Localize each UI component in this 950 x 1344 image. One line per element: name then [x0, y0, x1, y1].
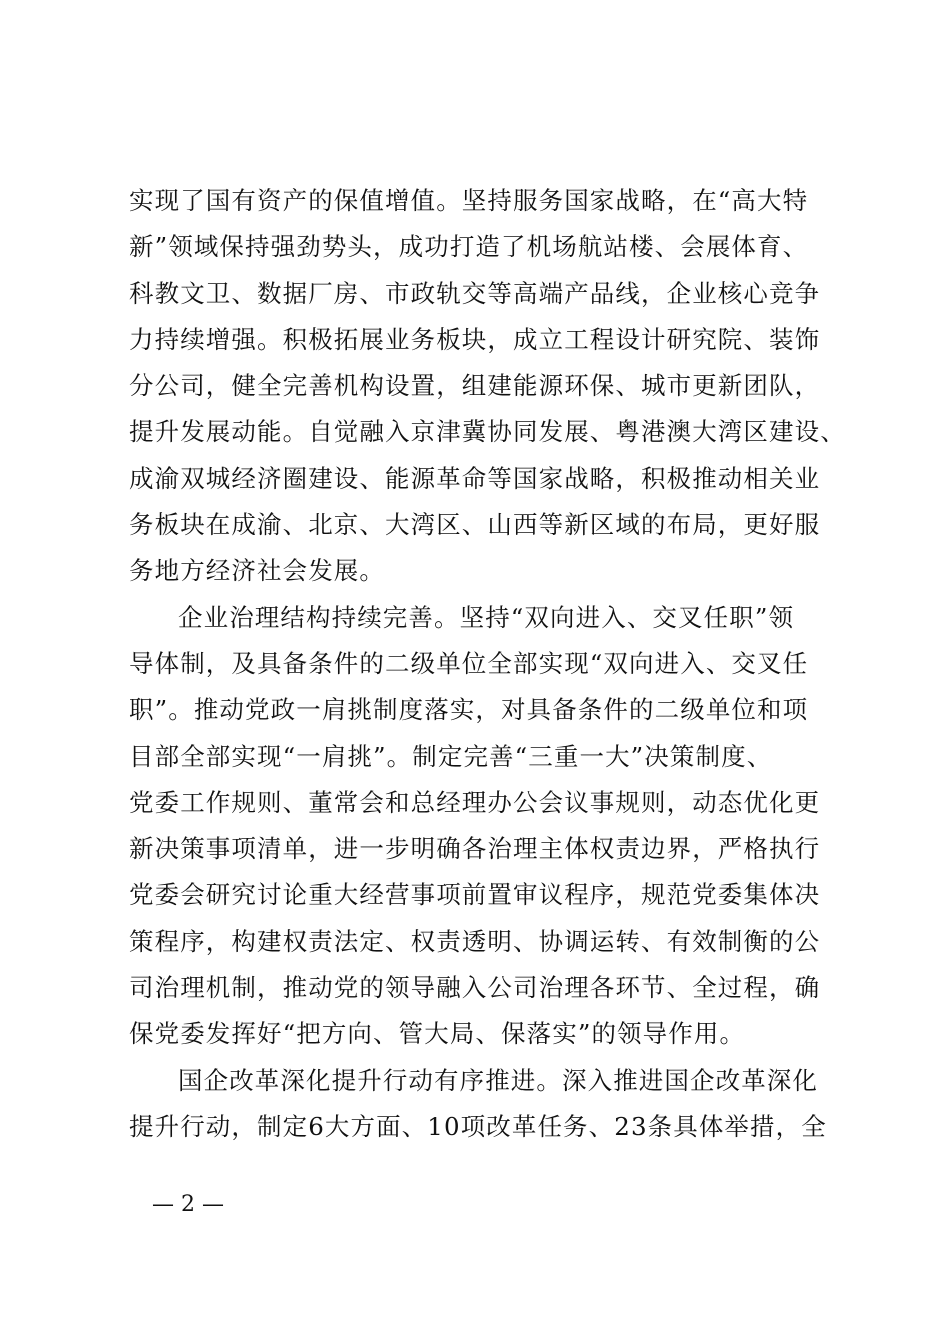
paragraph-start-line: 企业治理结构持续完善。坚持“双向进入、交叉任职”领: [178, 602, 795, 632]
text-line: 科教文卫、数据厂房、市政轨交等高端产品线，企业核心竞争: [129, 278, 821, 308]
text-line: 力持续增强。积极拓展业务板块，成立工程设计研究院、装饰: [129, 324, 821, 354]
text-line: 成渝双城经济圈建设、能源革命等国家战略，积极推动相关业: [129, 463, 821, 493]
text-line: 党委会研究讨论重大经营事项前置审议程序，规范党委集体决: [129, 880, 821, 910]
text-line: 实现了国有资产的保值增值。坚持服务国家战略，在“高大特: [129, 186, 809, 215]
text-line: 策程序，构建权责法定、权责透明、协调运转、有效制衡的公: [129, 926, 821, 956]
text-line: 提升发展动能。自觉融入京津冀协同发展、粤港澳大湾区建设、: [129, 417, 846, 447]
text-line: 务地方经济社会发展。: [129, 556, 385, 586]
text-line: 保党委发挥好“把方向、管大局、保落实”的领导作用。: [129, 1019, 746, 1049]
text-line: 目部全部实现“一肩挑”。制定完善“三重一大”决策制度、: [129, 741, 773, 771]
paragraph-start-line: 国企改革深化提升行动有序推进。深入推进国企改革深化: [178, 1065, 818, 1095]
page-number: — 2 —: [152, 1192, 224, 1217]
text-line: 司治理机制，推动党的领导融入公司治理各环节、全过程，确: [129, 973, 821, 1003]
text-line: 党委工作规则、董常会和总经理办公会议事规则，动态优化更: [129, 787, 821, 817]
text-line: 分公司，健全完善机构设置，组建能源环保、城市更新团队，: [129, 371, 821, 401]
text-line: 新决策事项清单，进一步明确各治理主体权责边界，严格执行: [129, 834, 821, 864]
body-text: [129, 178, 849, 1150]
text-line: 新”领域保持强劲势头，成功打造了机场航站楼、会展体育、: [129, 232, 809, 262]
text-line: 提升行动，制定6大方面、10项改革任务、23条具体举措，全: [129, 1111, 827, 1141]
text-line: 职”。推动党政一肩挑制度落实，对具备条件的二级单位和项: [129, 695, 809, 725]
text-line: 导体制，及具备条件的二级单位全部实现“双向进入、交叉任: [129, 648, 809, 678]
text-line: 务板块在成渝、北京、大湾区、山西等新区域的布局，更好服: [129, 510, 821, 540]
